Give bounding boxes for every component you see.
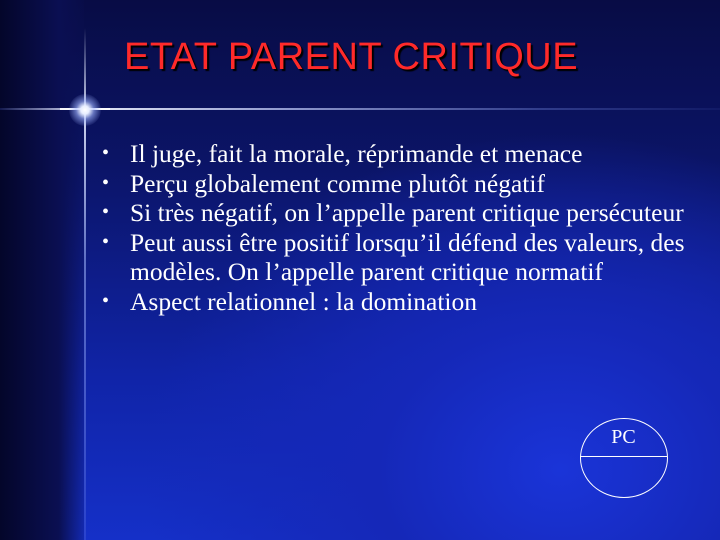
slide-title: ETAT PARENT CRITIQUE	[124, 36, 579, 78]
pc-circle-divider	[580, 456, 667, 457]
bullet-text: Aspect relationnel : la domination	[130, 286, 477, 316]
bullet-icon: •	[102, 289, 110, 312]
bullet-icon: •	[102, 230, 110, 253]
bullet-text: Perçu globalement comme plutôt négatif	[130, 168, 545, 198]
bullet-text: Peut aussi être positif lorsqu’il défend des valeurs, des modèles. On l’appelle parent critique normatif	[130, 227, 685, 286]
bullet-text: Si très négatif, on l’appelle parent critique persécuteur	[130, 198, 684, 227]
bullet-item	[102, 198, 712, 228]
bullet-icon: •	[102, 171, 110, 194]
bullet-icon: •	[102, 201, 110, 223]
bullet-text: Il juge, fait la morale, réprimande et menace	[130, 139, 583, 168]
bullet-item	[102, 139, 712, 169]
bullet-item	[102, 228, 712, 287]
bullet-item	[102, 169, 712, 199]
light-flare-icon	[69, 94, 101, 126]
bullet-icon: •	[102, 142, 110, 164]
bullet-item	[102, 287, 712, 317]
bullet-list	[102, 139, 712, 316]
left-dark-band	[0, 0, 84, 540]
pc-label: PC	[611, 426, 636, 448]
